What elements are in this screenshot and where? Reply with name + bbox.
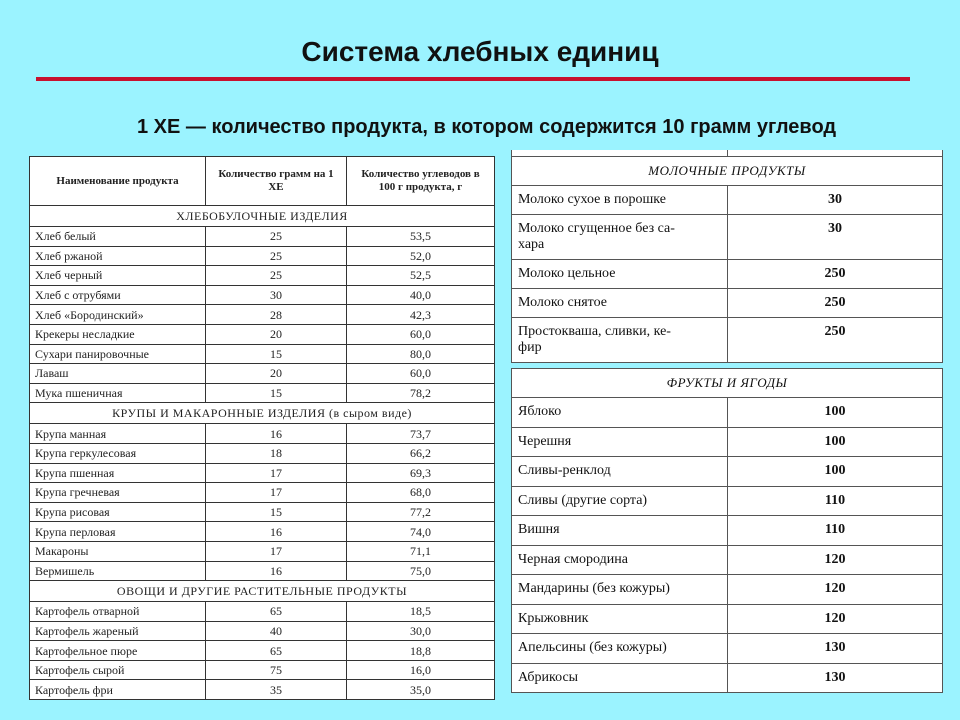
table-row xyxy=(512,215,943,260)
carbs-per-100g: 42,3 xyxy=(347,305,495,325)
product-name: Сливы (другие сорта) xyxy=(512,486,728,516)
product-name: Картофель отварной xyxy=(30,602,206,622)
grams-per-xe: 110 xyxy=(728,516,943,546)
grams-per-xe: 110 xyxy=(728,486,943,516)
grams-per-xe: 250 xyxy=(728,289,943,318)
grams-per-xe: 130 xyxy=(728,634,943,664)
product-name: Хлеб «Бородинский» xyxy=(30,305,206,325)
table-row xyxy=(512,457,943,487)
table-row xyxy=(30,246,495,266)
grams-per-xe: 20 xyxy=(206,364,347,384)
section-title: ОВОЩИ И ДРУГИЕ РАСТИТЕЛЬНЫЕ ПРОДУКТЫ xyxy=(30,581,495,602)
product-name: Крупа рисовая xyxy=(30,502,206,522)
carbs-per-100g: 73,7 xyxy=(347,424,495,444)
grams-per-xe: 25 xyxy=(206,227,347,247)
carbs-per-100g: 60,0 xyxy=(347,324,495,344)
table-row xyxy=(30,424,495,444)
carbs-per-100g: 74,0 xyxy=(347,522,495,542)
dairy-table-body xyxy=(512,150,943,363)
product-name: Хлеб черный xyxy=(30,266,206,286)
grams-per-xe: 30 xyxy=(206,285,347,305)
grams-per-xe: 25 xyxy=(206,246,347,266)
product-name: Картофельное пюре xyxy=(30,641,206,661)
table-row xyxy=(30,483,495,503)
carbs-per-100g: 80,0 xyxy=(347,344,495,364)
grams-per-xe: 35 xyxy=(206,680,347,700)
product-name: Сливы-ренклод xyxy=(512,457,728,487)
table-row xyxy=(512,260,943,289)
table-row xyxy=(30,324,495,344)
grains-vegetables-table xyxy=(29,156,495,700)
table-row xyxy=(512,486,943,516)
grams-per-xe: 100 xyxy=(728,398,943,428)
table-row xyxy=(512,398,943,428)
grams-per-xe: 20 xyxy=(206,324,347,344)
fruit-table xyxy=(511,368,943,693)
grams-per-xe: 65 xyxy=(206,641,347,661)
table-row xyxy=(30,680,495,700)
carbs-per-100g: 71,1 xyxy=(347,541,495,561)
grams-per-xe: 16 xyxy=(206,522,347,542)
col-header-product: Наименование продукта xyxy=(30,157,206,206)
section-title: КРУПЫ И МАКАРОННЫЕ ИЗДЕЛИЯ (в сыром виде) xyxy=(30,403,495,424)
table-row xyxy=(30,443,495,463)
carbs-per-100g: 18,5 xyxy=(347,602,495,622)
product-name: Крупа геркулесовая xyxy=(30,443,206,463)
grams-per-xe: 15 xyxy=(206,502,347,522)
product-name: Крупа пшенная xyxy=(30,463,206,483)
carbs-per-100g: 53,5 xyxy=(347,227,495,247)
product-name: Простокваша, сливки, ке- фир xyxy=(512,318,728,363)
carbs-per-100g: 69,3 xyxy=(347,463,495,483)
table-row xyxy=(30,344,495,364)
grams-per-xe: 25 xyxy=(206,266,347,286)
table-row xyxy=(30,621,495,641)
table-body xyxy=(30,206,495,700)
grams-per-xe: 30 xyxy=(728,186,943,215)
product-name: Сухари панировочные xyxy=(30,344,206,364)
section-title: ХЛЕБОБУЛОЧНЫЕ ИЗДЕЛИЯ xyxy=(30,206,495,227)
product-name: Молоко сухое в порошке xyxy=(512,186,728,215)
grams-per-xe: 17 xyxy=(206,541,347,561)
product-name: Картофель фри xyxy=(30,680,206,700)
grams-per-xe: 15 xyxy=(206,344,347,364)
table-row xyxy=(512,289,943,318)
table-row xyxy=(30,502,495,522)
table-row xyxy=(30,305,495,325)
title-divider xyxy=(36,77,910,81)
carbs-per-100g: 52,5 xyxy=(347,266,495,286)
product-name: Лаваш xyxy=(30,364,206,384)
section-row xyxy=(30,206,495,227)
table-row xyxy=(30,641,495,661)
grams-per-xe: 18 xyxy=(206,443,347,463)
table-row xyxy=(512,427,943,457)
grams-per-xe: 28 xyxy=(206,305,347,325)
col-header-grams-per-xe: Количество грамм на 1 ХЕ xyxy=(206,157,347,206)
section-row xyxy=(30,403,495,424)
product-name: Картофель жареный xyxy=(30,621,206,641)
section-row xyxy=(30,581,495,602)
table-row xyxy=(512,575,943,605)
carbs-per-100g: 40,0 xyxy=(347,285,495,305)
product-name: Макароны xyxy=(30,541,206,561)
dairy-table xyxy=(511,150,943,363)
product-name: Картофель сырой xyxy=(30,660,206,680)
table-row xyxy=(30,285,495,305)
product-name: Апельсины (без кожуры) xyxy=(512,634,728,664)
grams-per-xe: 17 xyxy=(206,483,347,503)
table-row xyxy=(512,634,943,664)
section-title: ФРУКТЫ И ЯГОДЫ xyxy=(512,369,943,398)
product-name: Мука пшеничная xyxy=(30,383,206,403)
table-row xyxy=(512,186,943,215)
carbs-per-100g: 52,0 xyxy=(347,246,495,266)
product-name: Хлеб ржаной xyxy=(30,246,206,266)
section-row xyxy=(512,157,943,186)
product-name: Черная смородина xyxy=(512,545,728,575)
table-row xyxy=(30,266,495,286)
section-row xyxy=(512,369,943,398)
grams-per-xe: 16 xyxy=(206,424,347,444)
product-name: Мандарины (без кожуры) xyxy=(512,575,728,605)
grams-per-xe: 130 xyxy=(728,663,943,693)
product-name: Крупа перловая xyxy=(30,522,206,542)
table-row xyxy=(512,318,943,363)
table-row xyxy=(512,545,943,575)
carbs-per-100g: 77,2 xyxy=(347,502,495,522)
carbs-per-100g: 18,8 xyxy=(347,641,495,661)
product-name: Яблоко xyxy=(512,398,728,428)
product-name: Крупа манная xyxy=(30,424,206,444)
grams-per-xe: 40 xyxy=(206,621,347,641)
carbs-per-100g: 66,2 xyxy=(347,443,495,463)
slide-subtitle: 1 ХЕ — количество продукта, в котором содержится 10 грамм углевод xyxy=(137,116,837,138)
grams-per-xe: 120 xyxy=(728,545,943,575)
grams-per-xe: 30 xyxy=(728,215,943,260)
carbs-per-100g: 16,0 xyxy=(347,660,495,680)
grams-per-xe: 16 xyxy=(206,561,347,581)
table-row xyxy=(512,516,943,546)
product-name: Черешня xyxy=(512,427,728,457)
table-row xyxy=(30,227,495,247)
table-header-row xyxy=(30,157,495,206)
product-name: Молоко цельное xyxy=(512,260,728,289)
table-row xyxy=(30,602,495,622)
table-row xyxy=(30,383,495,403)
table-row xyxy=(30,364,495,384)
carbs-per-100g: 78,2 xyxy=(347,383,495,403)
grams-per-xe: 120 xyxy=(728,604,943,634)
table-row xyxy=(30,463,495,483)
carbs-per-100g: 30,0 xyxy=(347,621,495,641)
grams-per-xe: 100 xyxy=(728,457,943,487)
carbs-per-100g: 60,0 xyxy=(347,364,495,384)
product-name: Крыжовник xyxy=(512,604,728,634)
carbs-per-100g: 68,0 xyxy=(347,483,495,503)
product-name: Хлеб с отрубями xyxy=(30,285,206,305)
product-name: Молоко снятое xyxy=(512,289,728,318)
grams-per-xe: 250 xyxy=(728,260,943,289)
product-name: Вишня xyxy=(512,516,728,546)
slide-title: Система хлебных единиц xyxy=(301,36,659,67)
grams-per-xe: 65 xyxy=(206,602,347,622)
grams-per-xe: 17 xyxy=(206,463,347,483)
grams-per-xe: 250 xyxy=(728,318,943,363)
table-row xyxy=(512,604,943,634)
carbs-per-100g: 35,0 xyxy=(347,680,495,700)
table-row xyxy=(30,541,495,561)
product-name: Крупа гречневая xyxy=(30,483,206,503)
product-name: Молоко сгущенное без са- хара xyxy=(512,215,728,260)
product-name: Крекеры несладкие xyxy=(30,324,206,344)
section-title: МОЛОЧНЫЕ ПРОДУКТЫ xyxy=(512,157,943,186)
grams-per-xe: 15 xyxy=(206,383,347,403)
table-row xyxy=(30,660,495,680)
col-header-carbs-per-100g: Количество углеводов в 100 г продукта, г xyxy=(347,157,495,206)
grams-per-xe: 75 xyxy=(206,660,347,680)
table-row xyxy=(30,561,495,581)
carbs-per-100g: 75,0 xyxy=(347,561,495,581)
table-row xyxy=(30,522,495,542)
product-name: Абрикосы xyxy=(512,663,728,693)
grams-per-xe: 100 xyxy=(728,427,943,457)
product-name: Хлеб белый xyxy=(30,227,206,247)
grams-per-xe: 120 xyxy=(728,575,943,605)
product-name: Вермишель xyxy=(30,561,206,581)
fruit-table-body xyxy=(512,369,943,693)
table-row xyxy=(512,663,943,693)
